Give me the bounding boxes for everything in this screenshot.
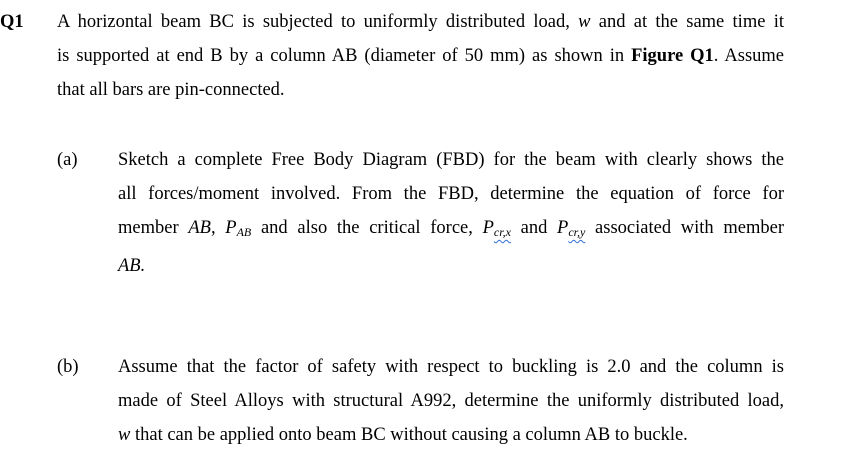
part-a-text: and [510,218,558,238]
critical-force-y: $P_{cr,y}$ [557,218,586,239]
part-a-text: and also the critical force, [251,218,483,238]
part-a-line-2: all forces/moment involved. From the FBD, determine the equation of force for [118,184,784,204]
part-b-text: that can be applied onto beam BC without causing a column AB to buckle. [130,425,688,445]
force-pab: $P_{AB}$ [225,218,252,239]
part-a-body [118,148,784,278]
part-b-label: (b) [57,357,79,377]
part-b-line-3 [118,423,784,447]
part-a-line-3 [118,216,784,244]
stem-line-3: that all bars are pin-connected. [57,80,285,100]
part-b-line-2: made of Steel Alloys with structural A992, determine the uniformly distributed load, [118,391,784,411]
part-a-text: associated with member [585,218,784,238]
part-a-line-1: Sketch a complete Free Body Diagram (FBD) for the beam with clearly shows the [118,150,784,170]
question-number: Q1 [0,12,24,32]
stem-line-2 [57,44,784,68]
stem-text: A horizontal beam BC is subjected to uniformly distributed load, [57,12,579,32]
stem-line-1 [57,10,784,34]
member-ab: AB [188,218,211,238]
critical-force-x: $P_{cr,x}$ [482,218,511,239]
part-b-body [118,355,784,447]
load-variable: w [118,425,131,445]
load-variable: w [578,12,591,32]
part-a-text: member [118,218,189,238]
part-a-label: (a) [57,150,78,170]
stem-text: is supported at end B by a column AB (diameter of 50 mm) as shown in [57,46,632,66]
part-a-line-4: AB. [118,256,146,276]
stem-text: and at the same time it [590,12,784,32]
part-a-text: , [210,218,226,238]
figure-reference: Figure Q1 [631,46,714,66]
stem-text: . Assume [713,46,784,66]
question-stem [57,10,784,102]
part-b-line-1: Assume that the factor of safety with respect to buckling is 2.0 and the column is [118,357,784,377]
